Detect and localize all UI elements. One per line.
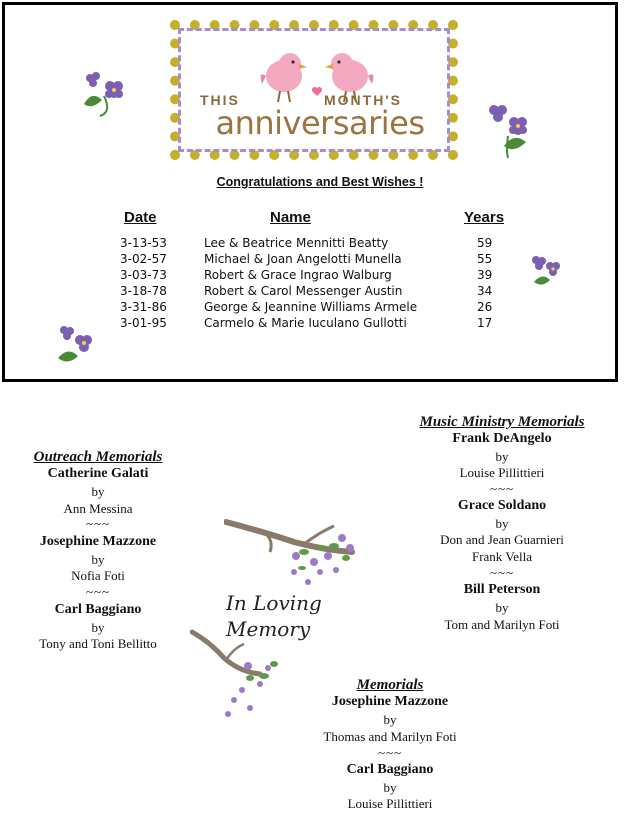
memorial-donor: Ann Messina: [63, 501, 133, 516]
table-row-date: 3-02-57: [120, 252, 167, 266]
banner-this: THIS: [200, 92, 240, 108]
music-ministry-title: Music Ministry Memorials: [419, 414, 585, 430]
table-row-years: 34: [477, 284, 493, 298]
table-row-name: George & Jeannine Williams Armele: [204, 300, 418, 314]
memorial-by: by: [383, 780, 397, 795]
table-row-date: 3-18-78: [120, 284, 167, 298]
memorial-honoree: Carl Baggiano: [346, 762, 434, 777]
memorial-donor: Louise Pillittieri: [459, 465, 545, 480]
memorial-by: by: [495, 600, 509, 615]
memorials-title: Memorials: [356, 677, 424, 693]
memory-line: Memory: [226, 617, 311, 641]
memorial-by: by: [495, 516, 509, 531]
banner-months: MONTH'S: [324, 92, 402, 108]
table-row-date: 3-31-86: [120, 300, 167, 314]
memorial-donor: Louise Pillittieri: [347, 796, 433, 811]
violet-flower-icon: [526, 252, 566, 292]
memorial-by: by: [91, 484, 105, 499]
blossom-branch-icon: [224, 512, 364, 602]
memorial-donor: Nofia Foti: [71, 568, 125, 583]
memorial-by: by: [91, 552, 105, 567]
memorial-donor: Don and Jean Guarnieri: [440, 532, 564, 547]
memorial-honoree: Carl Baggiano: [54, 602, 142, 617]
table-row-name: Robert & Grace Ingrao Walburg: [204, 268, 392, 282]
table-row-years: 59: [477, 236, 493, 250]
violet-flower-icon: [480, 100, 536, 160]
table-row-years: 26: [477, 300, 493, 314]
memorial-donor: Thomas and Marilyn Foti: [323, 729, 457, 744]
table-row-name: Michael & Joan Angelotti Munella: [204, 252, 402, 266]
memorial-honoree: Grace Soldano: [457, 498, 547, 513]
violet-flower-icon: [78, 66, 130, 118]
memorial-donor: Tom and Marilyn Foti: [444, 617, 560, 632]
memorial-separator: ~~~: [85, 516, 111, 531]
table-row-years: 39: [477, 268, 493, 282]
memorial-separator: ~~~: [489, 481, 515, 496]
outreach-memorials-title: Outreach Memorials: [33, 449, 163, 465]
table-row-years: 55: [477, 252, 493, 266]
table-row-years: 17: [477, 316, 493, 330]
memorial-donor: Frank Vella: [471, 549, 533, 564]
anniversaries-banner: [170, 20, 458, 160]
memorial-by: by: [383, 712, 397, 727]
memorial-separator: ~~~: [377, 745, 403, 760]
memorial-honoree: Bill Peterson: [463, 582, 541, 597]
memorial-by: by: [495, 449, 509, 464]
memorial-honoree: Frank DeAngelo: [452, 431, 552, 446]
memorial-by: by: [91, 620, 105, 635]
memorial-honoree: Josephine Mazzone: [331, 694, 449, 709]
memorial-separator: ~~~: [85, 584, 111, 599]
violet-flower-icon: [54, 322, 100, 368]
blossom-branch-icon: [190, 628, 290, 724]
years-column-header: Years: [464, 209, 505, 226]
memorial-donor: Tony and Toni Bellitto: [39, 636, 157, 651]
memorial-separator: ~~~: [489, 565, 515, 580]
table-row-name: Lee & Beatrice Mennitti Beatty: [204, 236, 389, 250]
congratulations-heading: Congratulations and Best Wishes !: [216, 175, 424, 189]
date-column-header: Date: [124, 209, 157, 226]
banner-anniversaries-word: anniversaries: [215, 104, 425, 142]
memorial-honoree: Josephine Mazzone: [39, 534, 157, 549]
in-loving-line: In Loving: [226, 591, 322, 615]
table-row-name: Carmelo & Marie Iuculano Gullotti: [204, 316, 407, 330]
table-row-date: 3-03-73: [120, 268, 167, 282]
table-row-date: 3-01-95: [120, 316, 167, 330]
name-column-header: Name: [270, 209, 311, 226]
table-row-date: 3-13-53: [120, 236, 167, 250]
table-row-name: Robert & Carol Messenger Austin: [204, 284, 403, 298]
memorial-honoree: Catherine Galati: [47, 466, 149, 481]
